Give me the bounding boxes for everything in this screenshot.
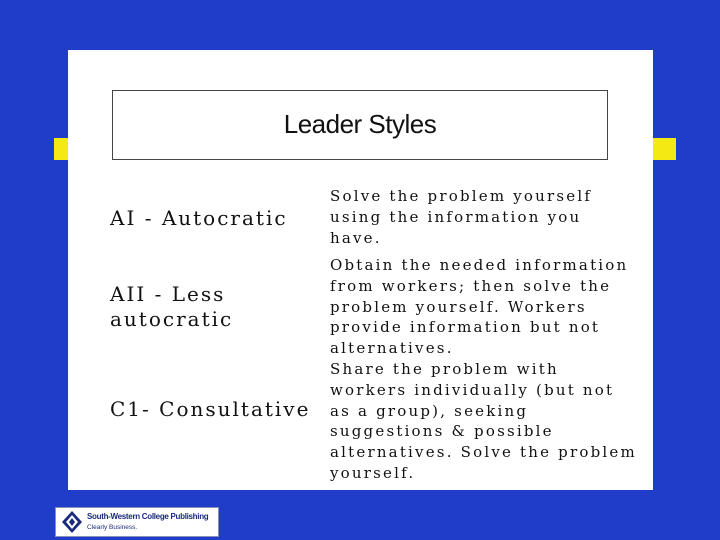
description-less-autocratic: Obtain the needed information from workers; then solve the problem yourself. Workers provide information but not alternatives. [330, 256, 629, 358]
term-less-autocratic [110, 282, 233, 332]
publisher-logo [55, 507, 219, 537]
publisher-tagline: Clearly Business. [87, 524, 138, 531]
slide-panel [68, 50, 653, 490]
term-consultative: C1- Consultative [110, 397, 311, 421]
term-less-autocratic-line1: AII - Less [110, 282, 226, 306]
description-autocratic: Solve the problem yourself using the information you have. [330, 187, 593, 247]
compass-logo-icon [61, 510, 83, 534]
term-less-autocratic-line2: autocratic [110, 307, 234, 331]
slide-title: Leader Styles [283, 108, 437, 139]
title-box [112, 90, 608, 160]
term-autocratic: AI - Autocratic [110, 206, 288, 230]
accent-bar-right [651, 138, 676, 160]
publisher-name: South-Western College Publishing [87, 512, 209, 521]
description-consultative: Share the problem with workers individually (but not as a group), seeking suggestions & possible alternatives. Solve the problem yourself. [330, 360, 637, 482]
